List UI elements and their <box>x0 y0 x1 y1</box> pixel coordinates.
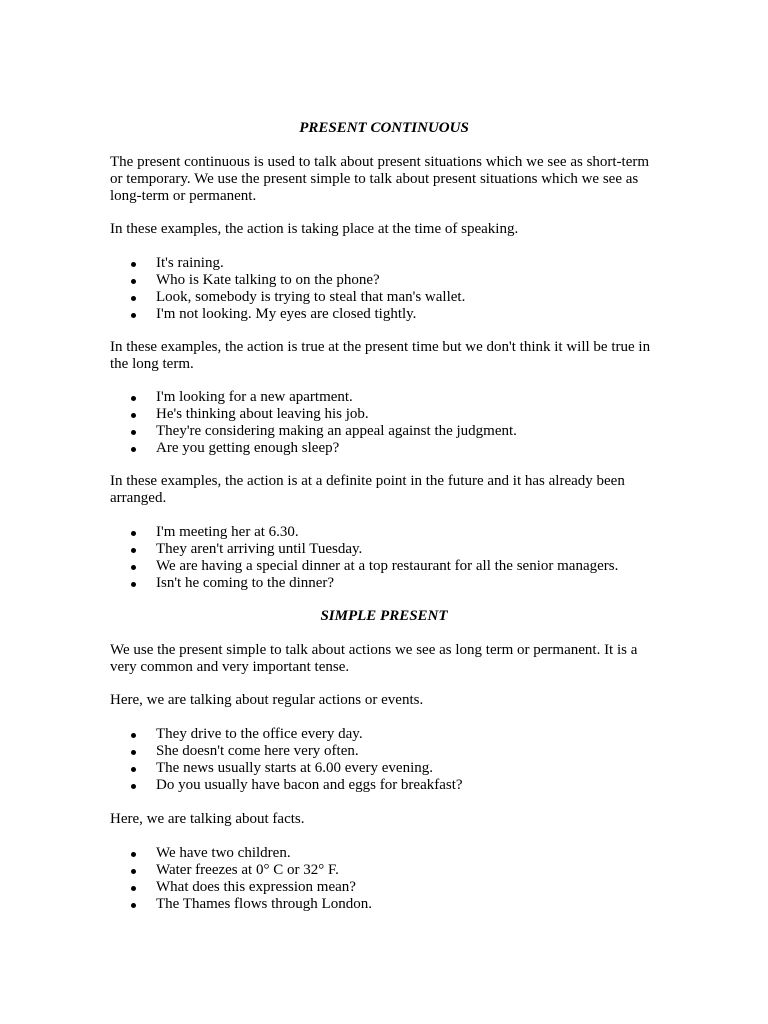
list-item: What does this expression mean? <box>110 879 658 896</box>
simple-present-intro: We use the present simple to talk about actions we see as long term or permanent. It is a very common and very important tense. <box>110 642 638 675</box>
present-continuous-intro: The present continuous is used to talk about present situations which we see as short-term or temporary. We use the present simple to talk about present situations which we see as long-term or permanent. <box>110 154 650 204</box>
bullet-icon <box>131 396 136 401</box>
list-item: Isn't he coming to the dinner? <box>110 575 658 592</box>
list-item: He's thinking about leaving his job. <box>110 406 658 423</box>
list-item: They drive to the office every day. <box>110 726 658 743</box>
section-title-present-continuous: PRESENT CONTINUOUS <box>299 120 469 136</box>
list-item: I'm meeting her at 6.30. <box>110 524 658 541</box>
bullet-icon <box>131 903 136 908</box>
bullet-icon <box>131 886 136 891</box>
bullet-icon <box>131 531 136 536</box>
section-title-simple-present: SIMPLE PRESENT <box>320 608 448 624</box>
bullet-icon <box>131 430 136 435</box>
example-list-future <box>110 524 658 592</box>
bullet-icon <box>131 447 136 452</box>
bullet-icon <box>131 767 136 772</box>
list-item: They're considering making an appeal against the judgment. <box>110 423 658 440</box>
group-lead-temporary: In these examples, the action is true at the present time but we don't think it will be true in the long term. <box>110 339 651 372</box>
group-lead-regular: Here, we are talking about regular actions or events. <box>110 692 424 708</box>
list-item: Water freezes at 0° C or 32° F. <box>110 862 658 879</box>
bullet-icon <box>131 869 136 874</box>
group-lead-speaking: In these examples, the action is taking place at the time of speaking. <box>110 221 519 237</box>
example-list-speaking <box>110 255 658 323</box>
bullet-icon <box>131 750 136 755</box>
list-item: We have two children. <box>110 845 658 862</box>
list-item: I'm not looking. My eyes are closed tightly. <box>110 306 658 323</box>
list-item: They aren't arriving until Tuesday. <box>110 541 658 558</box>
bullet-icon <box>131 313 136 318</box>
list-item: She doesn't come here very often. <box>110 743 658 760</box>
bullet-icon <box>131 296 136 301</box>
list-item: I'm looking for a new apartment. <box>110 389 658 406</box>
example-list-regular <box>110 726 658 794</box>
example-list-facts <box>110 845 658 913</box>
list-item: We are having a special dinner at a top restaurant for all the senior managers. <box>110 558 658 575</box>
group-lead-facts: Here, we are talking about facts. <box>110 811 305 827</box>
bullet-icon <box>131 262 136 267</box>
group-lead-future: In these examples, the action is at a definite point in the future and it has already been arranged. <box>110 473 625 506</box>
bullet-icon <box>131 279 136 284</box>
bullet-icon <box>131 565 136 570</box>
example-list-temporary <box>110 389 658 457</box>
list-item: Are you getting enough sleep? <box>110 440 658 457</box>
list-item: Look, somebody is trying to steal that man's wallet. <box>110 289 658 306</box>
list-item: The Thames flows through London. <box>110 896 658 913</box>
list-item: It's raining. <box>110 255 658 272</box>
bullet-icon <box>131 548 136 553</box>
bullet-icon <box>131 582 136 587</box>
bullet-icon <box>131 784 136 789</box>
bullet-icon <box>131 413 136 418</box>
list-item: Who is Kate talking to on the phone? <box>110 272 658 289</box>
list-item: Do you usually have bacon and eggs for breakfast? <box>110 777 658 794</box>
list-item: The news usually starts at 6.00 every evening. <box>110 760 658 777</box>
bullet-icon <box>131 733 136 738</box>
bullet-icon <box>131 852 136 857</box>
